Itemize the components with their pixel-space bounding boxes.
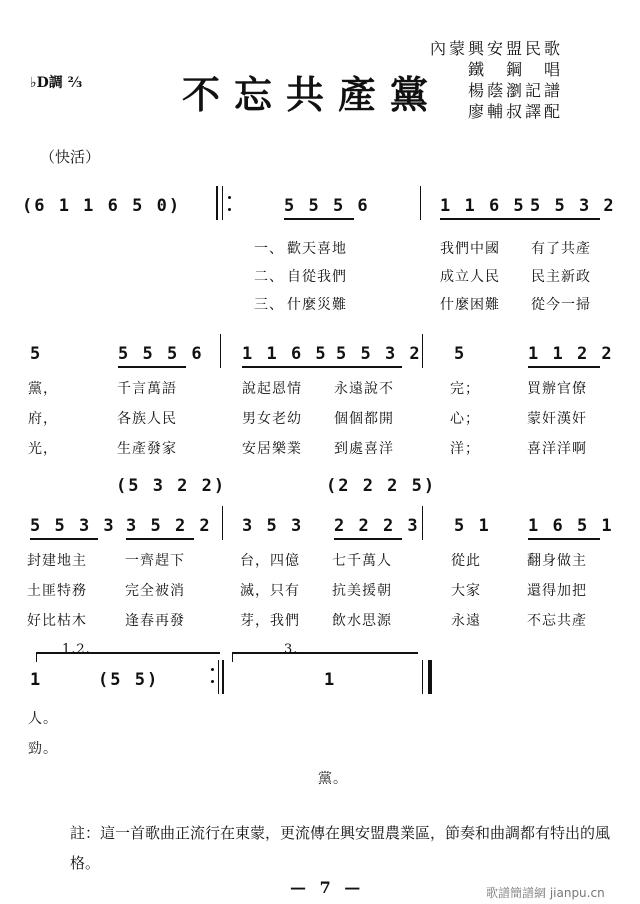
repeat-barline-thin bbox=[218, 660, 219, 694]
repeat-dot bbox=[228, 208, 231, 211]
lyric: 封建地主 bbox=[27, 553, 87, 569]
volta-bracket bbox=[36, 652, 37, 662]
lyric: 個個都開 bbox=[334, 411, 394, 427]
beam-line bbox=[528, 366, 600, 368]
lyric: 黨。 bbox=[318, 771, 348, 787]
lyric: 人。 bbox=[28, 711, 58, 727]
measure-notes: 1 1 6 5 bbox=[242, 344, 328, 364]
measure-notes: 3 5 2 2 bbox=[126, 516, 212, 536]
lyric: 台，四億 bbox=[240, 553, 300, 569]
measure-notes: 1 bbox=[324, 670, 337, 690]
repeat-dot bbox=[228, 196, 231, 199]
measure-notes: 1 6 5 1 bbox=[528, 516, 614, 536]
barline bbox=[222, 506, 223, 540]
beam-line bbox=[334, 538, 402, 540]
lyric: 一齊趕下 bbox=[125, 553, 185, 569]
lyric: 滅，只有 bbox=[240, 583, 300, 599]
verse-number: 二、 bbox=[254, 269, 284, 285]
lyric: 大家 bbox=[451, 583, 481, 599]
lyric: 說起恩情 bbox=[242, 381, 302, 397]
barline bbox=[220, 334, 221, 368]
page-number: — 7 — bbox=[290, 878, 365, 897]
volta-bracket bbox=[232, 652, 233, 662]
lyric: 自從我們 bbox=[287, 269, 347, 285]
barline bbox=[422, 334, 423, 368]
verse-number: 一、 bbox=[254, 241, 284, 257]
measure-notes: 5 5 3 2 bbox=[530, 196, 616, 216]
measure-notes: 5 5 5 6 bbox=[284, 196, 370, 216]
repeat-barline-thin bbox=[222, 186, 223, 220]
final-barline-thin bbox=[422, 660, 423, 694]
footnote: 註：這一首歌曲正流行在東蒙，更流傳在興安盟農業區，節奏和曲調都有特出的風格。 bbox=[70, 824, 611, 872]
lyric: 好比枯木 bbox=[27, 613, 87, 629]
measure-notes: 5 bbox=[454, 344, 467, 364]
lyric: 完； bbox=[450, 381, 480, 397]
lyric: 什麼災難 bbox=[287, 297, 347, 313]
lyric: 完全被消 bbox=[125, 583, 185, 599]
final-barline bbox=[428, 660, 432, 694]
measure-notes: 1 bbox=[30, 670, 43, 690]
credit-line: 楊蔭瀏記譜 bbox=[468, 81, 564, 100]
beam-line bbox=[242, 366, 402, 368]
credits-block bbox=[430, 38, 563, 122]
lyric: 到處喜洋 bbox=[334, 441, 394, 457]
lyric: 永遠說不 bbox=[334, 381, 394, 397]
lyric: 從此 bbox=[451, 553, 481, 569]
lyric: 歡天喜地 bbox=[287, 241, 347, 257]
volta-label: 3. bbox=[284, 642, 299, 657]
credit-line: 鐵 鋼 唱 bbox=[468, 60, 564, 79]
repeat-dot bbox=[211, 680, 214, 683]
tempo-marking: （快活） bbox=[40, 148, 101, 166]
lyric: 有了共產 bbox=[531, 241, 591, 257]
lyric: 心； bbox=[450, 411, 480, 427]
lyric: 買辦官僚 bbox=[527, 381, 587, 397]
repeat-barline bbox=[216, 186, 218, 220]
alternate-notes: (2 2 2 5) bbox=[326, 476, 437, 496]
measure-notes: 5 1 bbox=[454, 516, 491, 536]
lyric: 安居樂業 bbox=[242, 441, 302, 457]
lyric: 男女老幼 bbox=[242, 411, 302, 427]
volta-bracket bbox=[232, 652, 418, 654]
lyric: 什麼困難 bbox=[440, 297, 500, 313]
measure-notes: 1 1 2 2 bbox=[528, 344, 614, 364]
beam-line bbox=[118, 366, 186, 368]
lyric: 翻身做主 bbox=[527, 553, 587, 569]
lyric: 永遠 bbox=[451, 613, 481, 629]
lyric: 土匪特務 bbox=[27, 583, 87, 599]
measure-notes: 5 5 3 3 bbox=[30, 516, 116, 536]
lyric: 民主新政 bbox=[531, 269, 591, 285]
lyric: 蒙奸漢奸 bbox=[527, 411, 587, 427]
lyric: 黨， bbox=[28, 381, 58, 397]
beam-line bbox=[126, 538, 194, 540]
lyric: 各族人民 bbox=[117, 411, 177, 427]
beam-line bbox=[30, 538, 98, 540]
key-signature: ♭D調 ⅔ bbox=[30, 75, 83, 91]
lyric: 喜洋洋啊 bbox=[527, 441, 587, 457]
lyric: 洋； bbox=[450, 441, 480, 457]
beam-line bbox=[528, 538, 600, 540]
measure-notes: 3 5 3 bbox=[242, 516, 304, 536]
lyric: 還得加把 bbox=[527, 583, 587, 599]
credit-line: 廖輔叔譯配 bbox=[468, 102, 564, 121]
measure-notes: 5 5 5 6 bbox=[118, 344, 204, 364]
lyric: 不忘共產 bbox=[527, 613, 587, 629]
lyric: 從今一掃 bbox=[531, 297, 591, 313]
volta-label: 1.2. bbox=[62, 642, 91, 657]
lyric: 逢春再發 bbox=[125, 613, 185, 629]
repeat-barline bbox=[222, 660, 224, 694]
watermark: 歌譜簡譜網 jianpu.cn bbox=[486, 886, 605, 900]
lyric: 千言萬語 bbox=[117, 381, 177, 397]
measure-notes: 2 2 2 3 bbox=[334, 516, 420, 536]
alternate-notes: (5 3 2 2) bbox=[116, 476, 227, 496]
measure-notes: 1 1 6 5 bbox=[440, 196, 526, 216]
lyric: 光， bbox=[28, 441, 58, 457]
lyric: 成立人民 bbox=[440, 269, 500, 285]
lyric: 府， bbox=[28, 411, 58, 427]
lyric: 勁。 bbox=[28, 741, 58, 757]
lyric: 我們中國 bbox=[440, 241, 500, 257]
measure-notes: 5 bbox=[30, 344, 43, 364]
song-title: 不忘共產黨 bbox=[182, 72, 443, 117]
lyric: 生產發家 bbox=[117, 441, 177, 457]
lyric: 飲水思源 bbox=[332, 613, 392, 629]
barline bbox=[420, 186, 421, 220]
beam-line bbox=[284, 218, 354, 220]
verse-number: 三、 bbox=[254, 297, 284, 313]
barline bbox=[422, 506, 423, 540]
lyric: 芽，我們 bbox=[240, 613, 300, 629]
credit-line: 內蒙興安盟民歌 bbox=[430, 39, 564, 58]
beam-line bbox=[440, 218, 600, 220]
measure-notes: 5 5 3 2 bbox=[336, 344, 422, 364]
intro-notes: (6 1 1 6 5 0) bbox=[22, 196, 182, 216]
repeat-dot bbox=[211, 668, 214, 671]
lyric: 七千萬人 bbox=[332, 553, 392, 569]
lyric: 抗美援朝 bbox=[332, 583, 392, 599]
measure-notes: (5 5) bbox=[98, 670, 160, 690]
